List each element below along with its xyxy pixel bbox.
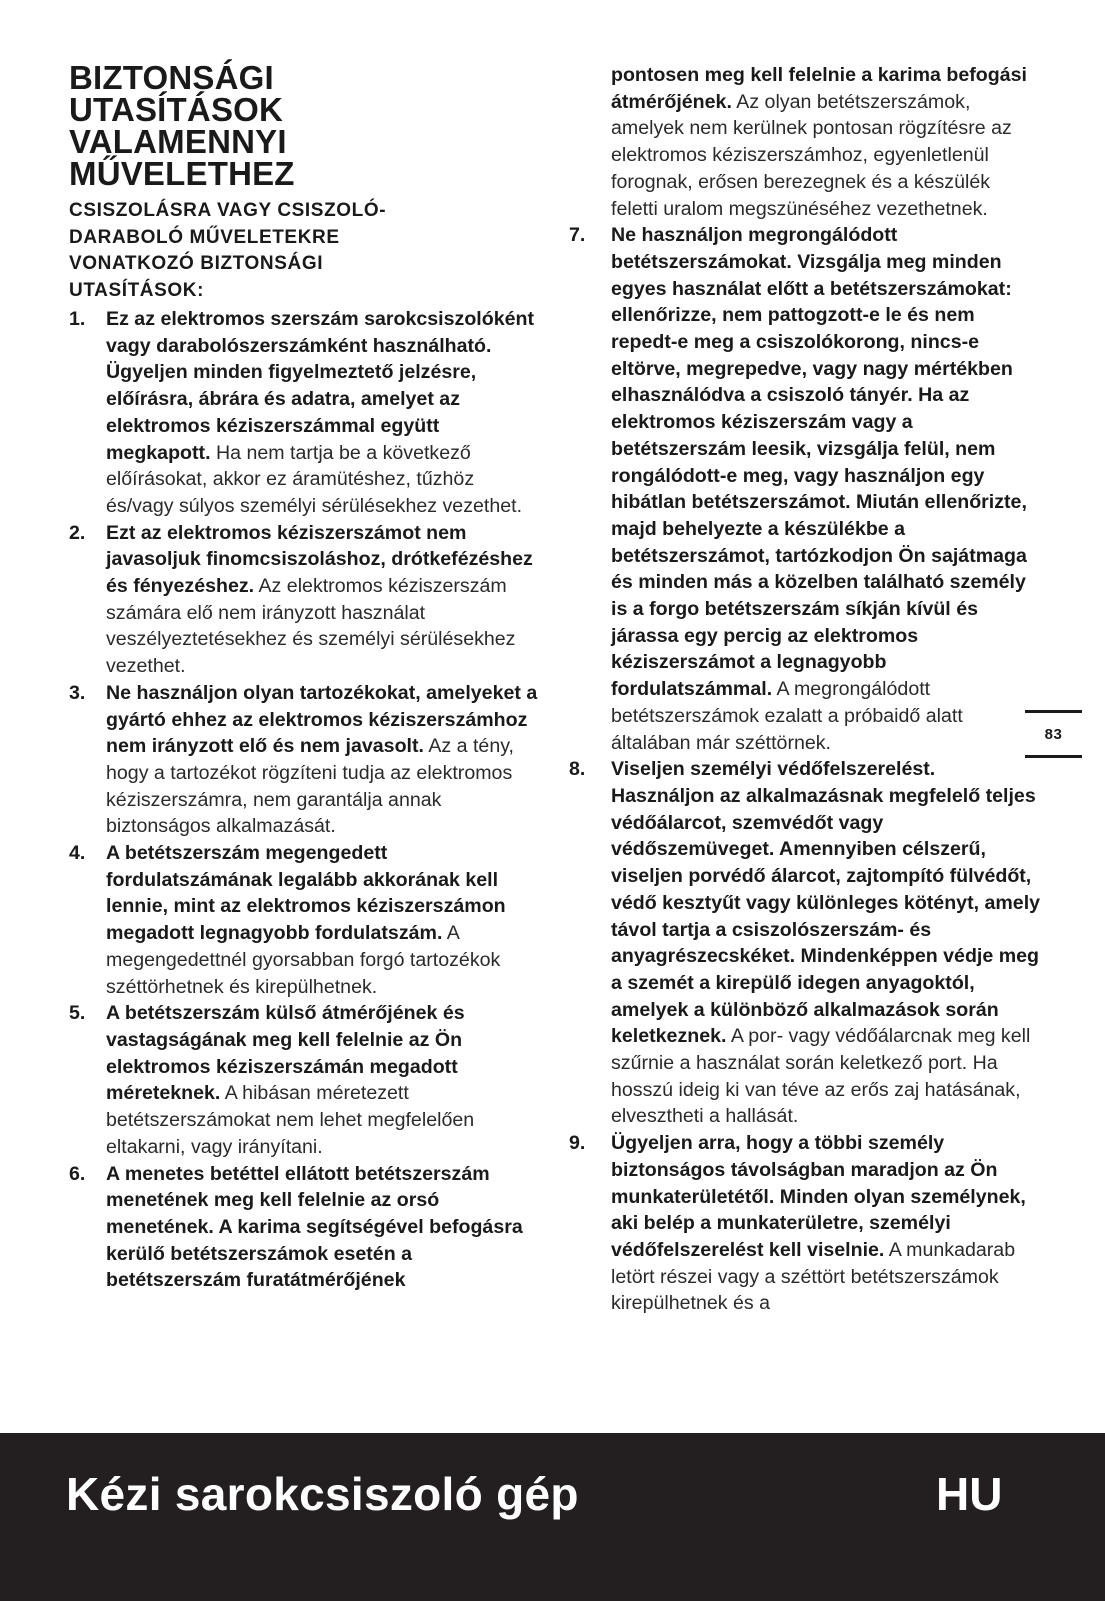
item-number: 5. [69, 1002, 86, 1025]
item-normal-text: A hibásan méretezett betétszerszámokat nem lehet megfelelően eltakarni, vagy irányítani. [106, 1082, 475, 1158]
item-bold-text: Viseljen személyi védőfelszerelést. Használjon az alkalmazásnak megfelelő teljes védőálarcot, szemvédőt vagy védőszemüveget. Amennyiben célszerű, viseljen porvédő álarcot, zajtompító fülvédőt, védő kesztyűt vagy különleges kötényt, amely távol tartja a csiszolószerszám- és anyagrészecskéket. Mindenképpen védje meg a szemét a kirepülő idegen anyagoktól, amelyek a különböző alkalmazások során keletkeznek. [611, 758, 1041, 1048]
list-item [569, 222, 1041, 756]
list-item [69, 1000, 539, 1160]
list-item [69, 306, 539, 520]
item-bold-text: A betétszerszám megengedett fordulatszámának legalább akkorának kell lennie, mint az elektromos kéziszerszámon megadott legnagyobb fordulatszám. [106, 842, 506, 945]
item-bold-text: Ne használjon megrongálódott betétszerszámokat. Vizsgálja meg minden egyes használat előtt a betétszerszámokat: ellenőrizze, nem pattogzott-e le és nem repedt-e meg a csiszolókorong, nincs-e eltörve, megrepedve, vagy nagy mértékben elhasználódva a csiszoló tányér. Ha az elektromos kéziszerszám vagy a betétszerszám leesik, vizsgálja felül, nem rongálódott-e meg, vagy használjon egy hibátlan betétszerszámot. Miután ellenőrizte, majd behelyezte a készülékbe a betétszerszámot, tartózkodjon Ön sajátmaga és minden más a közelben található személy is a forgo betétszerszám síkján kívül és járassa egy percig az elektromos kéziszerszámot a legnagyobb fordulatszámmal. [611, 224, 1027, 701]
item-number: 8. [569, 758, 586, 781]
item-normal-text: Az olyan betétszerszámok, amelyek nem kerülnek pontosan rögzítésre az elektromos kéziszerszámhoz, egyenletlenül forognak, erősen berezegnek és a készülék feletti uralom megszünéséhez vezethetnek. [611, 90, 1012, 220]
heading-line: UTASÍTÁSOK [69, 91, 284, 128]
item-number: 1. [69, 308, 86, 330]
item-bold-text: Ne használjon olyan tartozékokat, amelyeket a gyártó ehhez az elektromos kéziszerszámhoz nem irányzott elő és nem javasolt. [106, 681, 538, 758]
sub-heading [69, 198, 539, 304]
heading-line: MŰVELETHEZ [69, 155, 295, 192]
list-item [69, 680, 539, 840]
item-normal-text: A megengedettnél gyorsabban forgó tartozékok széttörhetnek és kirepülhetnek. [106, 922, 501, 998]
item-normal-text: A munkadarab letört részei vagy a széttört betétszerszámok kirepülhetnek és a [611, 1238, 1016, 1315]
item-number: 6. [69, 1162, 86, 1185]
item-number: 2. [69, 521, 86, 544]
main-heading [69, 59, 539, 192]
subheading-line: VONATKOZÓ BIZTONSÁGI [69, 253, 324, 274]
list-item [69, 840, 539, 1000]
item-normal-text: Ha nem tartja be a következő előírásokat, akkor ez áramütéshez, tűzhöz és/vagy súlyos személyi sérülésekhez vezethet. [106, 441, 523, 517]
item-bold-text: Ezt az elektromos kéziszerszámot nem javasoljuk finomcsiszoláshoz, drótkefézéshez és fényezéshez. [106, 521, 533, 598]
list-item [569, 756, 1041, 1130]
left-column [69, 59, 539, 1294]
page-number: 83 [1025, 710, 1082, 758]
item-bold-text: A betétszerszám külső átmérőjének és vastagságának meg kell felelnie az Ön elektromos kéziszerszámán megadott méreteknek. [106, 1002, 465, 1105]
item-number: 3. [69, 681, 86, 704]
heading-line: VALAMENNYI [69, 123, 287, 160]
list-item [69, 1161, 539, 1295]
instruction-list-left [69, 306, 539, 1294]
subheading-line: UTASÍTÁSOK: [69, 279, 205, 301]
item-normal-text: A por- vagy védőálarcnak meg kell szűrnie a használat során keletkező port. Ha hosszú ideig ki van téve az erős zaj hatásának, elvesztheti a hallását. [611, 1025, 1031, 1128]
item-number: 7. [569, 224, 586, 247]
list-item [569, 1130, 1041, 1317]
item-number: 4. [69, 842, 86, 865]
item-normal-text: Az a tény, hogy a tartozékot rögzíteni tudja az elektromos kéziszerszámra, nem garantálja annak biztonságos alkalmazását. [106, 735, 515, 838]
item-bold-text: Ez az elektromos szerszám sarokcsiszolóként vagy darabolószerszámként használható. Ügyeljen minden figyelmeztető jelzésre, előírásra, ábrára és adatra, amelyet az elektromos kéziszerszámmal együtt megkapott. [106, 308, 534, 464]
right-column [569, 62, 1041, 1317]
heading-line: BIZTONSÁGI [69, 59, 274, 96]
item-normal-text: Az elektromos kéziszerszám számára elő nem irányzott használat veszélyeztetésekhez és személyi sérülésekhez vezethet. [106, 575, 516, 678]
item-bold-text: A menetes betéttel ellátott betétszerszám menetének meg kell felelnie az orsó menetének. A karima segítségével befogásra kerülő betétszerszámok esetén a betétszerszám furatátmérőjének [106, 1162, 523, 1292]
item-normal-text: A megrongálódott betétszerszámok ezalatt a próbaidő alatt általában már széttörnek. [611, 678, 963, 754]
list-item [69, 520, 539, 680]
subheading-line: DARABOLÓ MŰVELETEKRE [69, 226, 340, 248]
item-bold-text: pontosen meg kell felelnie a karima befogási átmérőjének. [611, 64, 1027, 113]
subheading-line: CSISZOLÁSRA VAGY CSISZOLÓ- [69, 200, 387, 221]
item-continuation [611, 62, 1041, 222]
item-bold-text: Ügyeljen arra, hogy a többi személy biztonságos távolságban maradjon az Ön munkaterületétől. Minden olyan személynek, aki belép a munkaterületre, személyi védőfelszerelést kell viselnie. [611, 1132, 1026, 1261]
footer-title: Kézi sarokcsiszoló gép [66, 1468, 579, 1520]
item-number: 9. [569, 1132, 586, 1155]
instruction-list-right [569, 222, 1041, 1317]
language-code: HU [936, 1468, 1003, 1520]
